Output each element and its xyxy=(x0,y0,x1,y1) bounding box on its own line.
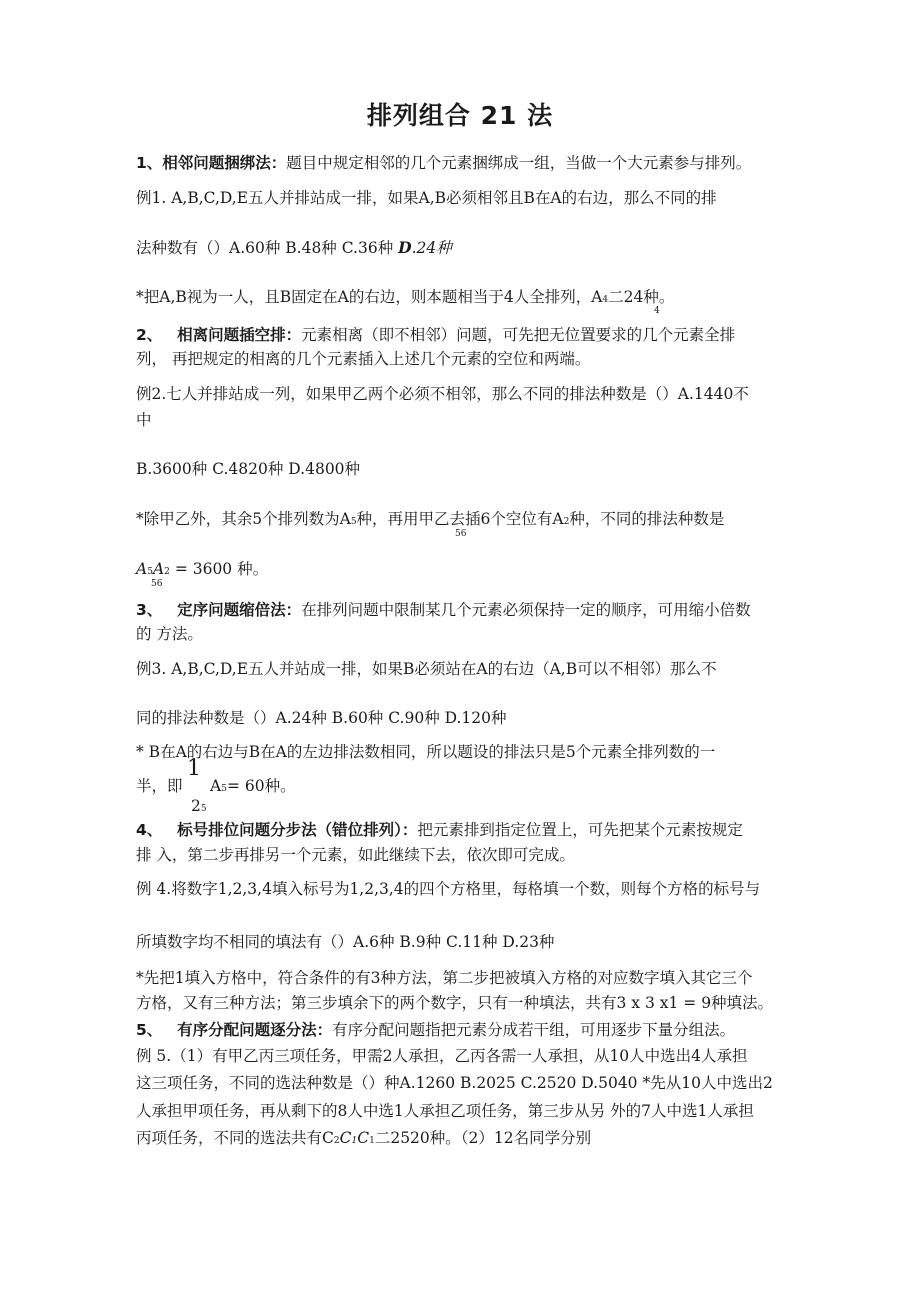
solution-3-half: 半，即 xyxy=(136,777,183,795)
solution-2-text-c: 种，不同的排法种数是 xyxy=(569,510,725,528)
example-5-c-3: C xyxy=(357,1129,370,1147)
page-title: 排列组合 21 法 xyxy=(366,101,554,130)
result-2-sub-b: 2 xyxy=(164,567,170,577)
solution-3: * B在A的右边与B在A的左边排法数相同，所以题设的排法只是5个元素全排列数的一 xyxy=(136,743,716,761)
example-3-question: 例3. A,B,C,D,E五人并站成一排，如果B必须站在A的右边（A,B可以不相邻）那么不 xyxy=(136,660,717,678)
section-2-line xyxy=(136,325,735,345)
example-5-line-1: 例 5.（1）有甲乙丙三项任务，甲需2人承担，乙丙各需一人承担，从10人中选出4人承担 xyxy=(136,1047,748,1065)
result-2-b: A xyxy=(152,560,165,578)
result-3-value: = 60种。 xyxy=(226,777,296,795)
solution-2-sub-b: 2 xyxy=(563,517,570,527)
section-5-text: 有序分配问题指把元素分成若干组，可用逐步下量分组法。 xyxy=(332,1021,736,1039)
example-5-text-a: 丙项任务，不同的选法共有C xyxy=(136,1129,334,1147)
section-2-number: 2、 xyxy=(136,326,163,344)
section-1-text: 题目中规定相邻的几个元素捆绑成一组，当做一个大元素参与排列。 xyxy=(286,154,752,172)
result-3-sub: 5 xyxy=(221,784,227,794)
example-2-options: B.3600种 C.4820种 D.4800种 xyxy=(136,460,361,478)
example-5-sub-1: 2 xyxy=(333,1136,340,1146)
example-1-options-text: 法种数有（）A.60种 B.48种 C.36种 xyxy=(136,239,399,257)
section-3-number: 3、 xyxy=(136,601,163,619)
solution-4-a: *先把1填入方格中，符合条件的有3种方法，第二步把被填入方格的对应数字填入其它三个 xyxy=(136,969,753,987)
example-3-options: 同的排法种数是（）A.24种 B.60种 C.90种 D.120种 xyxy=(136,709,507,727)
solution-1-result: 二24种。 xyxy=(608,288,675,306)
solution-2-text-a: *除甲乙外，其余5个排列数为A xyxy=(136,510,351,528)
example-5-line-3: 人承担甲项任务，再从剩下的8人中选1人承担乙项任务，第三步从另 外的7人中选1人承担 xyxy=(136,1102,754,1120)
example-5-c-2: C xyxy=(339,1129,352,1147)
section-2-text-cont: 列， 再把规定的相离的几个元素插入上述几个元素的空位和两端。 xyxy=(136,350,591,368)
section-5-heading: 有序分配问题逐分法： xyxy=(177,1021,333,1039)
solution-4-b: 方格，又有三种方法；第三步填余下的两个数字，只有一种填法，共有3 x 3 x1 = 9种填法。 xyxy=(136,994,774,1012)
section-5-line xyxy=(136,1020,735,1040)
example-1-answer-value: .24种 xyxy=(411,239,452,257)
result-2-value: = 3600 种。 xyxy=(174,560,269,578)
example-2-question-cont: 中 xyxy=(136,411,152,429)
section-3-text: 在排列问题中限制某几个元素必须保持一定的顺序，可用缩小倍数 xyxy=(301,601,751,619)
result-3-a: A xyxy=(210,777,222,795)
solution-2-index: 56 xyxy=(455,529,467,539)
solution-3-result xyxy=(210,776,296,799)
section-1-line xyxy=(136,153,751,173)
solution-2-text-b: 种，再用甲乙去插6个空位有A xyxy=(356,510,564,528)
result-2-a: A xyxy=(136,560,148,578)
fraction-den-value: 2 xyxy=(191,797,201,815)
solution-1-sub: 4 xyxy=(602,295,609,305)
solution-1-text: *把A,B视为一人，且B固定在A的右边，则本题相当于4人全排列，A xyxy=(136,288,603,306)
solution-2 xyxy=(136,509,724,532)
example-1-options xyxy=(136,238,452,258)
example-5-sub-3: 1 xyxy=(369,1136,375,1146)
section-4-text-cont: 排 入，第二步再排另一个元素，如此继续下去，依次即可完成。 xyxy=(136,846,575,864)
section-4-heading: 标号排位问题分步法（错位排列）： xyxy=(177,821,418,839)
section-2-heading: 相离问题插空排： xyxy=(177,326,302,344)
example-1-question: 例1. A,B,C,D,E五人并排站成一排，如果A,B必须相邻且B在A的右边，那么不同的排 xyxy=(136,189,717,207)
example-2-question: 例2.七人并排站成一列，如果甲乙两个必须不相邻，那么不同的排法种数是（）A.1440不 xyxy=(136,385,749,403)
example-5-line-2: 这三项任务，不同的选法种数是（）种A.1260 B.2025 C.2520 D.5040 *先从10人中选出2 xyxy=(136,1074,773,1092)
solution-1 xyxy=(136,287,674,310)
section-3-text-cont: 的 方法。 xyxy=(136,625,203,643)
section-2-text: 元素相离（即不相邻）问题，可先把无位置要求的几个元素全排 xyxy=(301,326,736,344)
section-4-number: 4、 xyxy=(136,821,163,839)
section-1-heading: 1、相邻问题捆绑法： xyxy=(136,154,287,172)
result-2-index: 56 xyxy=(151,579,163,589)
section-5-number: 5、 xyxy=(136,1021,163,1039)
fraction-den-index: 5 xyxy=(200,804,207,814)
section-3-line xyxy=(136,600,751,620)
solution-1-index: 4 xyxy=(654,306,660,316)
example-1-answer-letter: D xyxy=(398,238,412,257)
example-5-text-d: 二2520种。（2）12名同学分别 xyxy=(374,1129,592,1147)
section-4-text: 把元素排到指定位置上，可先把某个元素按规定 xyxy=(417,821,743,839)
example-4-options: 所填数字均不相同的填法有（）A.6种 B.9种 C.11种 D.23种 xyxy=(136,933,555,951)
section-3-heading: 定序问题缩倍法： xyxy=(177,601,302,619)
example-4-question: 例 4.将数字1,2,3,4填入标号为1,2,3,4的四个方格里，每格填一个数，则每个方格的标号与 xyxy=(136,880,761,898)
fraction-numerator: 1 xyxy=(187,756,201,781)
section-4-line xyxy=(136,820,743,840)
solution-2-sub-a: 5 xyxy=(350,517,357,527)
fraction-denominator xyxy=(191,796,207,819)
example-5-line-4 xyxy=(136,1128,591,1151)
example-5-sub-2: 1 xyxy=(351,1136,358,1146)
result-2-sub-a: 5 xyxy=(147,567,153,577)
